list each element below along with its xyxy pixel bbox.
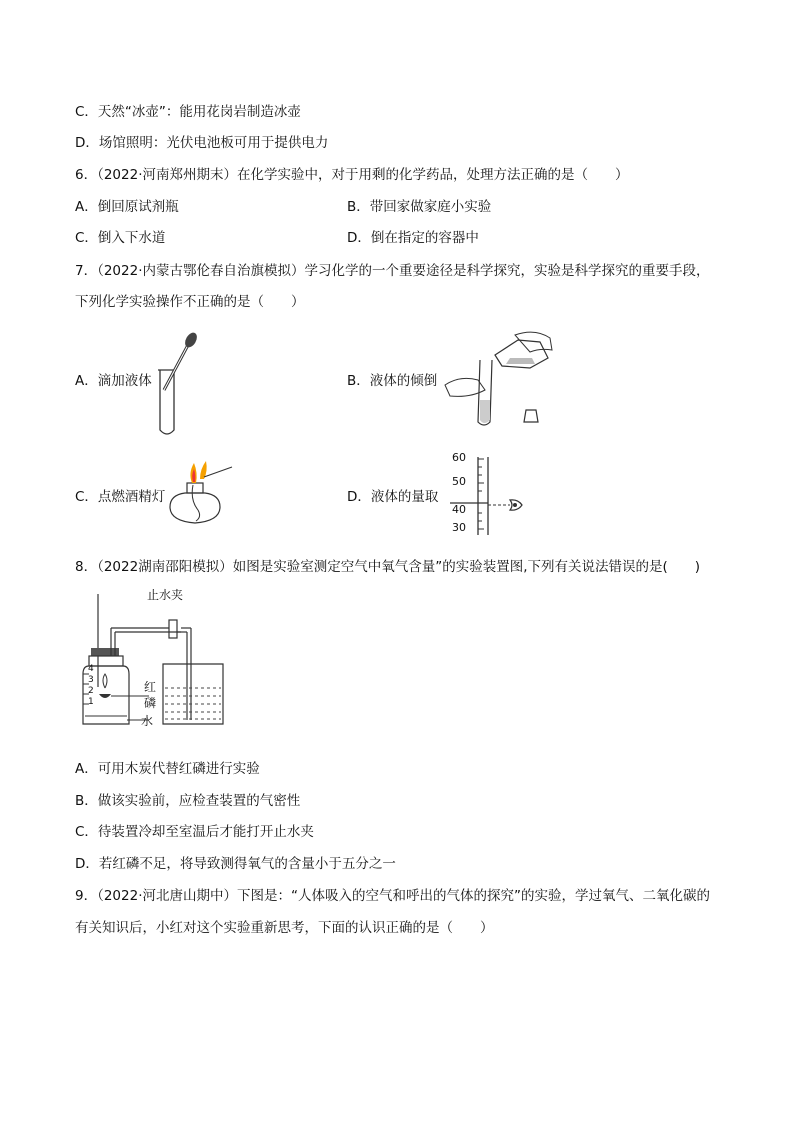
cylinder-tick-30: 30: [452, 521, 466, 534]
scale-mark-1: 1: [88, 697, 94, 707]
q9-stem-line2: 有关知识后，小红对这个实验重新思考，下面的认识正确的是（ ）: [75, 920, 494, 936]
q7-option-a: A．滴加液体: [75, 373, 152, 389]
q6-option-d: D．倒在指定的容器中: [347, 230, 479, 246]
water-label: 水: [141, 714, 154, 728]
q6-stem: 6．（2022·河南郑州期末）在化学实验中，对于用剩的化学药品，处理方法正确的是（ ）: [75, 167, 629, 183]
q8-stem: 8．（2022湖南邵阳模拟）如图是实验室测定空气中氧气含量”的实验装置图,下列有关说法错误的是( ): [75, 559, 701, 575]
scale-mark-4: 4: [88, 664, 94, 674]
dropper-test-tube-figure: [150, 330, 210, 440]
scale-mark-3: 3: [88, 675, 94, 685]
stop-clamp-label: 止水夹: [147, 588, 184, 602]
q7-stem-line1: 7．（2022·内蒙古鄂伦春自治旗模拟）学习化学的一个重要途径是科学探究，实验是科学探究的重要手段，: [75, 263, 710, 279]
q9-stem-line1: 9．（2022·河北唐山期中）下图是：“人体吸入的空气和呼出的气体的探究”的实验，学过氧气、二氧化碳的: [75, 888, 710, 904]
q7-stem-line2: 下列化学实验操作不正确的是（ ）: [75, 294, 305, 310]
q6-option-b: B．带回家做家庭小实验: [347, 199, 492, 215]
q6-option-c: C．倒入下水道: [75, 230, 166, 246]
q7-option-d: D．液体的量取: [347, 489, 439, 505]
oxygen-content-apparatus: [75, 588, 235, 732]
q5-option-c: C．天然“冰壶”：能用花岗岩制造冰壶: [75, 104, 301, 120]
q8-option-d: D．若红磷不足，将导致测得氧气的含量小于五分之一: [75, 856, 396, 872]
scale-mark-2: 2: [88, 686, 94, 696]
red-phosphorus-label-1: 红: [144, 680, 157, 694]
alcohol-lamp-figure: [160, 455, 240, 530]
cylinder-tick-60: 60: [452, 451, 466, 464]
q7-option-b: B．液体的倾倒: [347, 373, 438, 389]
q6-option-a: A．倒回原试剂瓶: [75, 199, 179, 215]
cylinder-tick-50: 50: [452, 475, 466, 488]
q7-option-c: C．点燃酒精灯: [75, 489, 166, 505]
graduated-cylinder-figure: [440, 451, 535, 535]
q8-option-c: C．待装置冷却至室温后才能打开止水夹: [75, 824, 314, 840]
q8-option-a: A．可用木炭代替红磷进行实验: [75, 761, 260, 777]
pouring-liquid-figure: [440, 330, 570, 430]
q8-option-b: B．做该实验前，应检查装置的气密性: [75, 793, 301, 809]
red-phosphorus-label-2: 磷: [144, 696, 157, 710]
q5-option-d: D．场馆照明：光伏电池板可用于提供电力: [75, 135, 329, 151]
cylinder-tick-40: 40: [452, 503, 466, 516]
